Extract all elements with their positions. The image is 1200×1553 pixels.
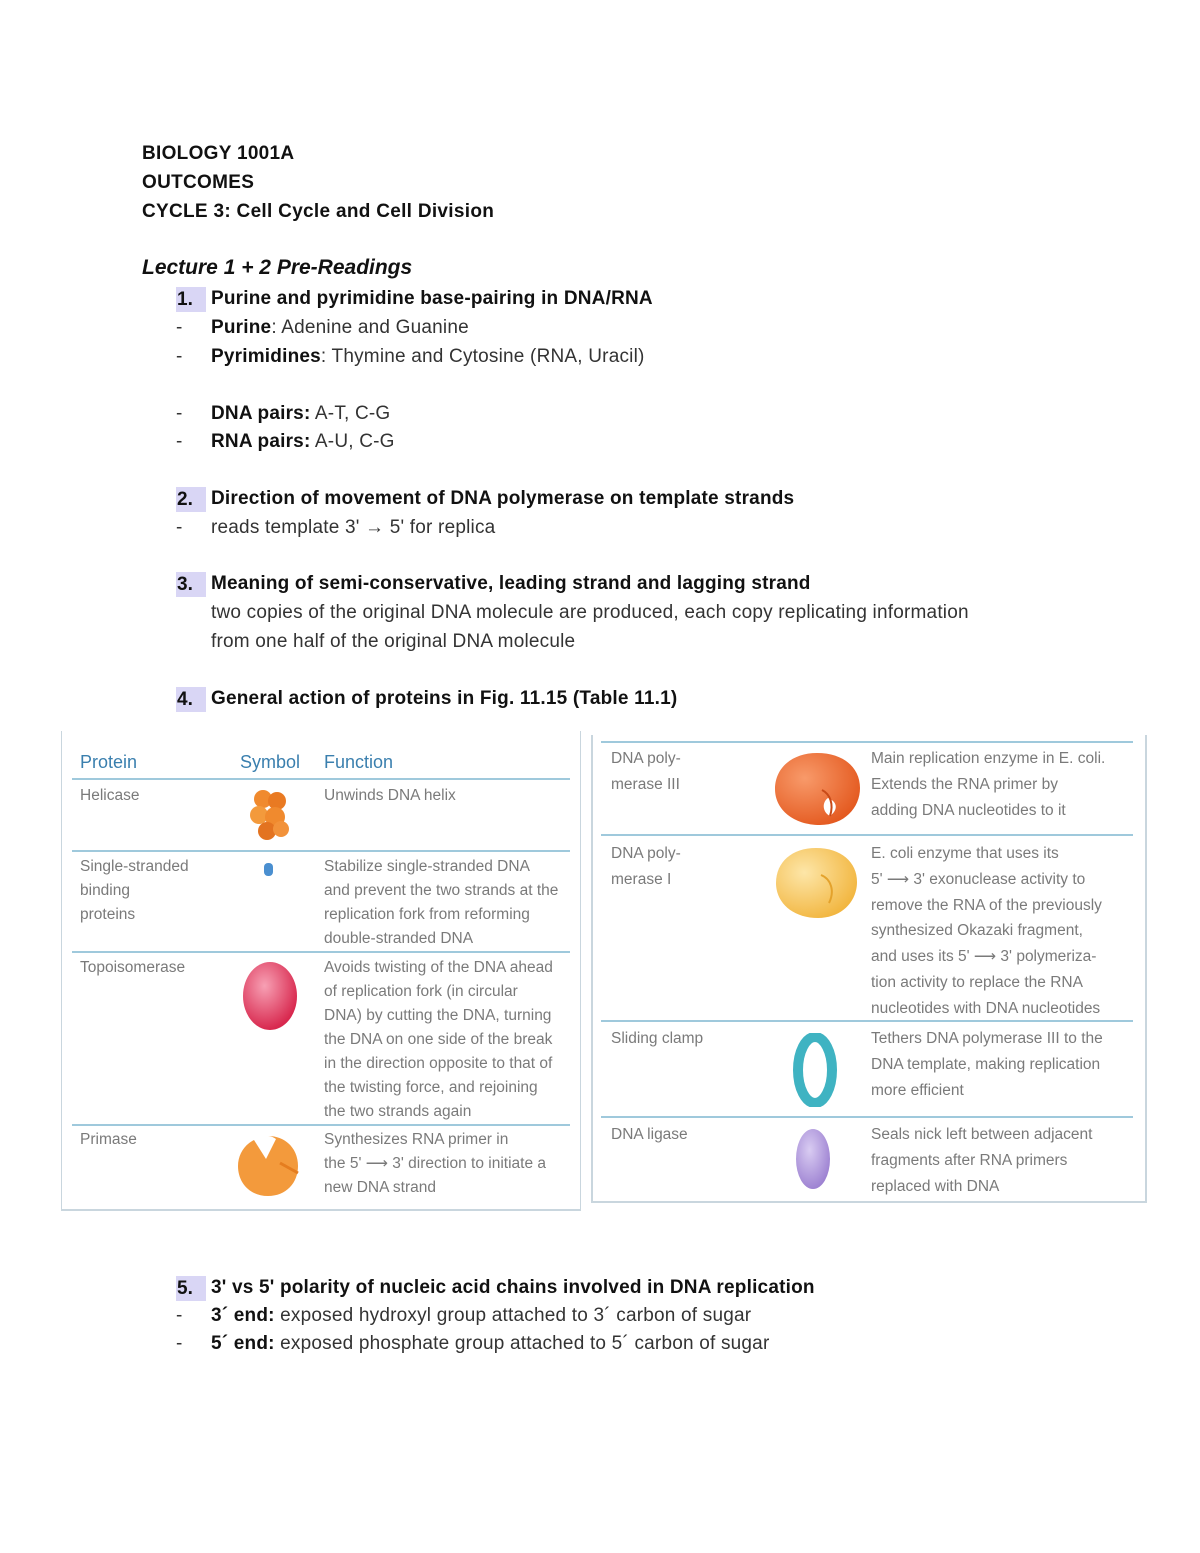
table-row-function: Seals nick left between adjacent fragments after RNA primers replaced with DNA: [871, 1126, 1093, 1195]
table-rule: [601, 1116, 1133, 1118]
table-rule: [72, 1124, 570, 1126]
dash: -: [176, 346, 183, 367]
col-header-function: Function: [324, 752, 394, 772]
table-row-function: Unwinds DNA helix: [324, 787, 456, 804]
table-row-function: Synthesizes RNA primer in the 5' ⟶ 3' direction to initiate a new DNA strand: [324, 1131, 547, 1196]
q3-number: 3.: [176, 572, 206, 597]
dna-polymerase-i-icon: [773, 845, 859, 921]
q1-bullet-rna-pairs: RNA pairs: A-U, C-G: [211, 431, 395, 452]
col-header-symbol: Symbol: [240, 752, 301, 772]
table-rule: [601, 741, 1133, 743]
q1-bullet-purine: Purine: Adenine and Guanine: [211, 317, 469, 338]
q3-line-1: two copies of the original DNA molecule are produced, each copy replicating information: [211, 602, 969, 623]
dna-ligase-icon: [793, 1126, 833, 1192]
dash: -: [176, 431, 183, 452]
helicase-icon: [247, 787, 293, 843]
table-row-function: Tethers DNA polymerase III to the DNA template, making replication more efficient: [871, 1030, 1103, 1099]
q1-number: 1.: [176, 287, 206, 312]
dash: -: [176, 1333, 183, 1354]
q5-number: 5.: [176, 1276, 206, 1301]
q1-bullet-dna-pairs: DNA pairs: A-T, C-G: [211, 403, 391, 424]
q1-bullet-pyrimidines: Pyrimidines: Thymine and Cytosine (RNA, Uracil): [211, 346, 645, 367]
outcomes-heading: OUTCOMES: [142, 172, 255, 193]
table-rule: [72, 850, 570, 852]
q3-title: Meaning of semi-conservative, leading strand and lagging strand: [211, 573, 811, 594]
course-title: BIOLOGY 1001A: [142, 143, 295, 164]
dash: -: [176, 517, 183, 538]
dash: -: [176, 403, 183, 424]
table-rule: [601, 1020, 1133, 1022]
dna-polymerase-iii-icon: [772, 750, 862, 828]
q5-bullet-5-end: 5´ end: exposed phosphate group attached to 5´ carbon of sugar: [211, 1333, 770, 1354]
table-row-function: E. coli enzyme that uses its 5' ⟶ 3' exonuclease activity to remove the RNA of the previously synthesized Okazaki fragment, and uses its 5' ⟶ 3' polymeriza- tion activity to replace the RNA nucleotides with DNA nucleotides: [871, 845, 1102, 1017]
table-row-protein: Single-stranded binding proteins: [80, 858, 189, 923]
table-row-protein: Topoisomerase: [80, 959, 186, 976]
table-rule: [601, 834, 1133, 836]
table-row-protein: Primase: [80, 1131, 137, 1148]
q5-title: 3' vs 5' polarity of nucleic acid chains involved in DNA replication: [211, 1277, 815, 1298]
q2-title: Direction of movement of DNA polymerase on template strands: [211, 488, 795, 509]
table-row-function: Main replication enzyme in E. coli. Extends the RNA primer by adding DNA nucleotides to it: [871, 750, 1106, 819]
topoisomerase-icon: [240, 960, 300, 1032]
lecture-title: Lecture 1 + 2 Pre-Readings: [142, 256, 413, 279]
q5-bullet-3-end: 3´ end: exposed hydroxyl group attached to 3´ carbon of sugar: [211, 1305, 752, 1326]
table-row-protein: DNA ligase: [611, 1126, 688, 1143]
q2-bullet: reads template 3' → 5' for replica: [211, 517, 496, 538]
dash: -: [176, 1305, 183, 1326]
table-row-protein: Sliding clamp: [611, 1030, 704, 1047]
cycle-heading: CYCLE 3: Cell Cycle and Cell Division: [142, 201, 495, 222]
table-row-function: Avoids twisting of the DNA ahead of replication fork (in circular DNA) by cutting the DNA, turning the DNA on one side of the break in the direction opposite to that of the twisting force, and rejoining the two strands again: [324, 959, 553, 1120]
table-row-protein: DNA poly- merase III: [611, 750, 681, 793]
table-row-function: Stabilize single-stranded DNA and prevent the two strands at the replication fork from reforming double-stranded DNA: [324, 858, 559, 947]
q3-line-2: from one half of the original DNA molecule: [211, 631, 576, 652]
sliding-clamp-icon: [792, 1033, 838, 1107]
q4-number: 4.: [176, 687, 206, 712]
table-rule: [72, 778, 570, 780]
col-header-protein: Protein: [80, 752, 138, 772]
table-row-protein: DNA poly- merase I: [611, 845, 681, 888]
primase-icon: [236, 1133, 300, 1199]
q2-number: 2.: [176, 487, 206, 512]
dash: -: [176, 317, 183, 338]
q4-title: General action of proteins in Fig. 11.15 (Table 11.1): [211, 688, 678, 709]
single-strand-binding-protein-icon: [263, 862, 275, 878]
table-rule: [72, 951, 570, 953]
q1-title: Purine and pyrimidine base-pairing in DNA/RNA: [211, 288, 653, 309]
table-row-protein: Helicase: [80, 787, 140, 804]
